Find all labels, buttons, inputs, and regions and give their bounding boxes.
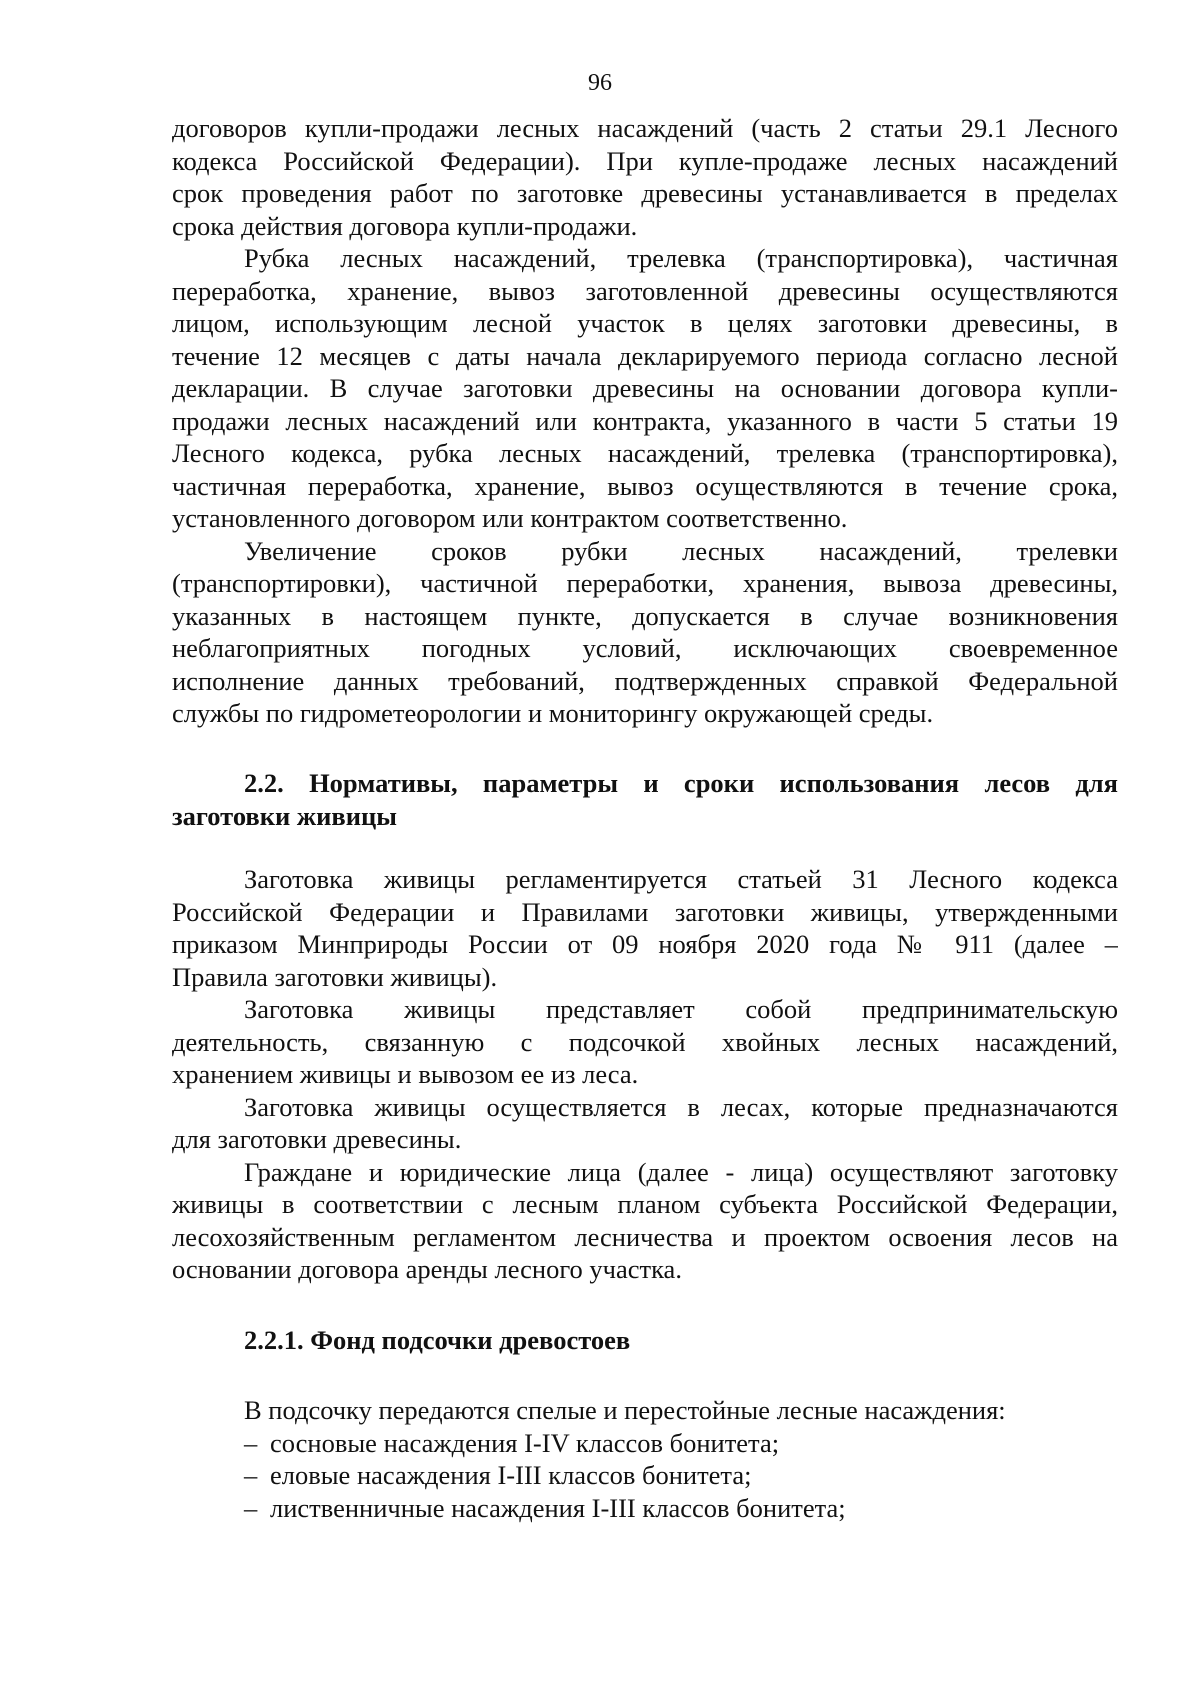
heading-line: 2.2. Нормативы, параметры и сроки использования лесов для bbox=[244, 768, 1118, 798]
text-line: Лесного кодекса, рубка лесных насаждений, трелевка (транспортировка), bbox=[172, 438, 1118, 468]
text-line: деятельность, связанную с подсочкой хвойных лесных насаждений, bbox=[172, 1026, 1118, 1057]
text-line: Граждане и юридические лица (далее - лица) осуществляют заготовку bbox=[244, 1156, 1118, 1187]
text-line: неблагоприятных погодных условий, исключающих своевременное bbox=[172, 633, 1118, 663]
section-heading-2-2-1 bbox=[172, 1324, 1118, 1357]
text-line: переработка, хранение, вывоз заготовленной древесины осуществляются bbox=[172, 275, 1118, 306]
text-line: декларации. В случае заготовки древесины на основании договора купли- bbox=[172, 373, 1118, 403]
text-line: Увеличение сроков рубки лесных насаждений, трелевки bbox=[244, 535, 1118, 566]
text-line: Заготовка живицы представляет собой предпринимательскую bbox=[244, 994, 1118, 1024]
text-line: Российской Федерации и Правилами заготовки живицы, утвержденными bbox=[172, 896, 1118, 927]
list-dash: – bbox=[244, 1427, 258, 1458]
text-line: для заготовки древесины. bbox=[172, 1124, 462, 1154]
text-line: службы по гидрометеорологии и мониторингу окружающей среды. bbox=[172, 698, 934, 728]
text-line: договоров купли-продажи лесных насаждений (часть 2 статьи 29.1 Лесного bbox=[172, 113, 1118, 143]
text-line: Правила заготовки живицы). bbox=[172, 961, 498, 992]
text-line: лицом, использующим лесной участок в целях заготовки древесины, в bbox=[172, 308, 1118, 338]
list-dash: – bbox=[244, 1492, 258, 1523]
text-line: хранением живицы и вывозом ее из леса. bbox=[172, 1059, 639, 1089]
list-item-text: лиственничные насаждения I-III классов бонитета; bbox=[270, 1492, 846, 1523]
text-line: срока действия договора купли-продажи. bbox=[172, 210, 638, 241]
paragraph-contract-terms bbox=[172, 112, 1118, 730]
text-line: В подсочку передаются спелые и перестойные лесные насаждения: bbox=[244, 1395, 1006, 1425]
text-line: частичная переработка, хранение, вывоз осуществляются в течение срока, bbox=[172, 470, 1118, 501]
heading-line: 2.2.1. Фонд подсочки древостоев bbox=[244, 1325, 631, 1355]
text-line: лесохозяйственным регламентом лесничества и проектом освоения лесов на bbox=[172, 1221, 1118, 1252]
list-item-text: еловые насаждения I-III классов бонитета; bbox=[270, 1460, 752, 1490]
text-line: Заготовка живицы осуществляется в лесах, которые предназначаются bbox=[244, 1091, 1118, 1122]
section-body-resin bbox=[172, 863, 1118, 1286]
text-line: кодекса Российской Федерации). При купле-продаже лесных насаждений bbox=[172, 145, 1118, 176]
tapping-fund-list bbox=[172, 1394, 1118, 1524]
list-item bbox=[172, 1459, 1118, 1492]
page-number: 96 bbox=[588, 70, 612, 96]
text-line: приказом Минприроды России от 09 ноября 2020 года № 911 (далее – bbox=[172, 929, 1118, 959]
text-line: Рубка лесных насаждений, трелевка (транспортировка), частичная bbox=[244, 243, 1118, 273]
list-item-text: сосновые насаждения I-IV классов бонитета; bbox=[270, 1427, 780, 1458]
heading-line: заготовки живицы bbox=[172, 800, 397, 831]
list-dash: – bbox=[244, 1460, 258, 1490]
text-line: продажи лесных насаждений или контракта, указанного в части 5 статьи 19 bbox=[172, 405, 1118, 436]
text-line: основании договора аренды лесного участка. bbox=[172, 1254, 682, 1284]
list-item bbox=[172, 1427, 1118, 1460]
text-line: исполнение данных требований, подтвержденных справкой Федеральной bbox=[172, 665, 1118, 696]
text-line: установленного договором или контрактом соответственно. bbox=[172, 503, 848, 533]
text-line: указанных в настоящем пункте, допускается в случае возникновения bbox=[172, 600, 1118, 631]
text-line: срок проведения работ по заготовке древесины устанавливается в пределах bbox=[172, 178, 1118, 208]
text-line: (транспортировки), частичной переработки, хранения, вывоза древесины, bbox=[172, 568, 1118, 598]
text-line: живицы в соответствии с лесным планом субъекта Российской Федерации, bbox=[172, 1189, 1118, 1219]
section-heading-2-2 bbox=[172, 767, 1118, 832]
text-line: течение 12 месяцев с даты начала декларируемого периода согласно лесной bbox=[172, 340, 1118, 371]
list-item bbox=[172, 1492, 1118, 1525]
text-line: Заготовка живицы регламентируется статьей 31 Лесного кодекса bbox=[244, 864, 1118, 894]
